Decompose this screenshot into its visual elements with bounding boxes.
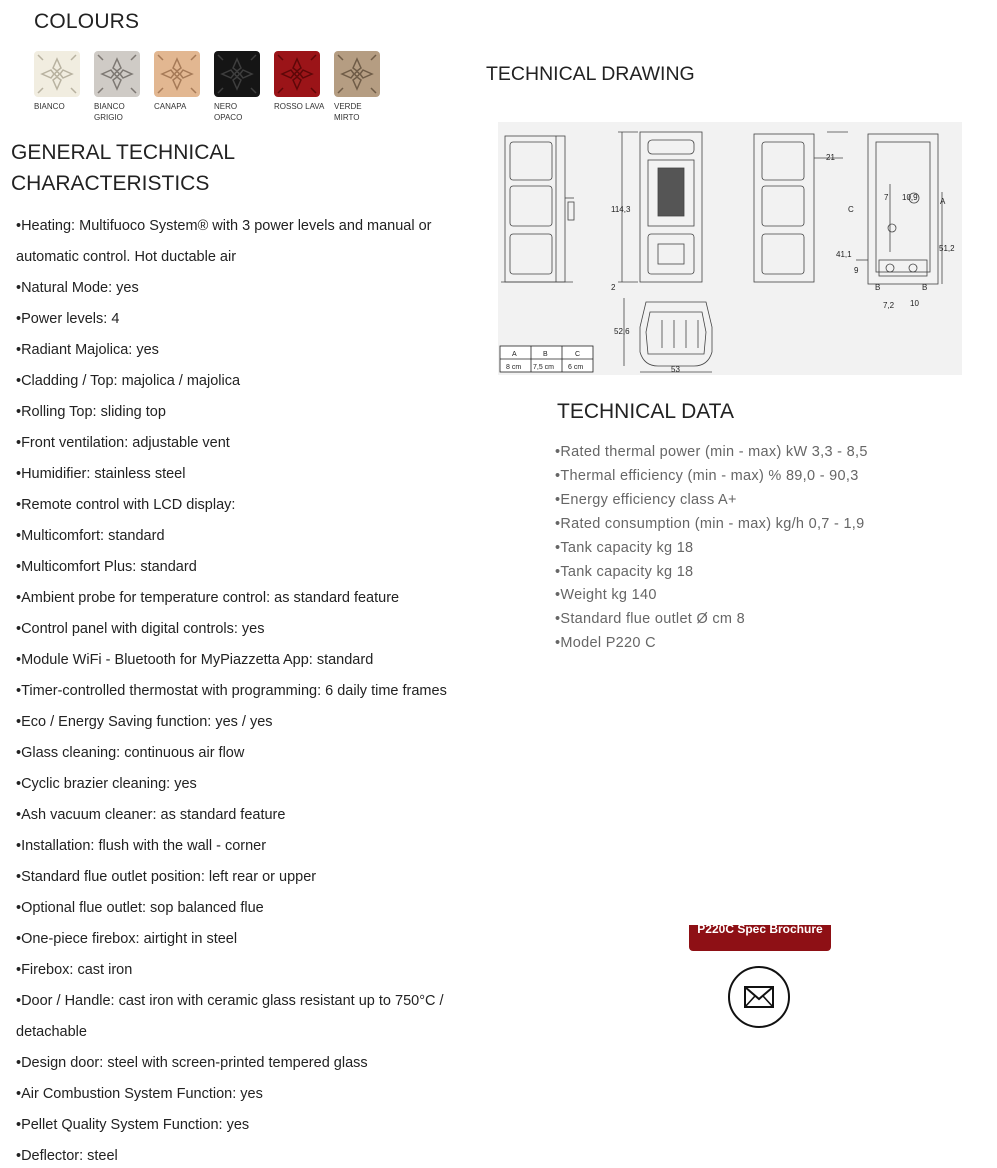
colour-swatch[interactable] <box>334 51 394 123</box>
technical-data-item: •Rated thermal power (min - max) kW 3,3 - 8,5 <box>555 444 868 460</box>
colour-label: NERO OPACO <box>214 102 243 122</box>
spec-item: •Ambient probe for temperature control: as standard feature <box>16 590 400 606</box>
tile-pattern-icon <box>94 51 140 97</box>
drawing-background <box>498 122 962 375</box>
dim-51-2: 51,2 <box>939 244 955 253</box>
general-title-line1: GENERAL TECHNICAL <box>11 141 236 164</box>
technical-data-item: •Thermal efficiency (min - max) % 89,0 - 90,3 <box>555 467 859 484</box>
spec-item: •One-piece firebox: airtight in steel <box>16 931 238 947</box>
spec-item: •Rolling Top: sliding top <box>16 404 166 420</box>
colour-label: VERDE MIRTO <box>334 102 362 122</box>
dimension-table <box>500 346 593 372</box>
spec-item: •Module WiFi - Bluetooth for MyPiazzetta App: standard <box>16 652 374 668</box>
colour-tile <box>94 51 140 97</box>
spec-item: •Front ventilation: adjustable vent <box>16 435 230 451</box>
spec-item: •Control panel with digital controls: yes <box>16 621 265 637</box>
spec-item: •Multicomfort Plus: standard <box>16 559 197 575</box>
technical-data-item: •Rated consumption (min - max) kg/h 0,7 - 1,9 <box>555 515 865 532</box>
technical-data-item: •Model P220 C <box>555 635 656 652</box>
spec-item: •Optional flue outlet: sop balanced flue <box>16 900 264 916</box>
colour-label: BIANCO <box>34 102 65 111</box>
technical-data-item: •Energy efficiency class A+ <box>555 491 737 508</box>
dim-41-1: 41,1 <box>836 250 852 259</box>
colour-label: BIANCO GRIGIO <box>94 102 125 122</box>
table-header-a: A <box>512 351 517 358</box>
colour-tile <box>274 51 320 97</box>
spec-item: •Cyclic brazier cleaning: yes <box>16 776 197 792</box>
dim-top-offset: 21 <box>826 153 835 162</box>
spec-item: •Humidifier: stainless steel <box>16 466 186 482</box>
spec-item: •Glass cleaning: continuous air flow <box>16 745 245 761</box>
colour-tile <box>34 51 80 97</box>
spec-item: •Power levels: 4 <box>16 311 120 327</box>
spec-item: detachable <box>16 1024 87 1040</box>
general-title-line2: CHARACTERISTICS <box>11 172 210 195</box>
dim-10-9: 10,9 <box>902 193 918 202</box>
spec-item: •Cladding / Top: majolica / majolica <box>16 373 241 389</box>
dim-52-6: 52,6 <box>614 327 630 336</box>
spec-item: •Firebox: cast iron <box>16 962 133 978</box>
email-button[interactable] <box>728 966 790 1028</box>
spec-item: •Door / Handle: cast iron with ceramic glass resistant up to 750°C / <box>16 993 444 1009</box>
spec-item: •Eco / Energy Saving function: yes / yes <box>16 714 273 730</box>
tile-pattern-icon <box>334 51 380 97</box>
spec-item: •Remote control with LCD display: <box>16 497 236 513</box>
colour-swatch[interactable] <box>154 51 214 123</box>
technical-data-list <box>555 441 868 656</box>
spec-item: •Natural Mode: yes <box>16 280 139 296</box>
spec-item: •Timer-controlled thermostat with programming: 6 daily time frames <box>16 683 447 699</box>
general-characteristics-title <box>11 137 235 199</box>
spec-item: •Installation: flush with the wall - corner <box>16 838 267 854</box>
dim-10: 10 <box>910 299 919 308</box>
tile-pattern-icon <box>154 51 200 97</box>
spec-item: •Pellet Quality System Function: yes <box>16 1117 250 1133</box>
colour-tile <box>154 51 200 97</box>
dim-7-2: 7,2 <box>883 301 895 310</box>
technical-data-item: •Tank capacity kg 18 <box>555 539 694 556</box>
colour-swatch[interactable] <box>214 51 274 123</box>
colour-label: CANAPA <box>154 102 187 111</box>
table-header-b: B <box>543 351 548 358</box>
table-header-c: C <box>575 351 581 358</box>
technical-data-title: TECHNICAL DATA <box>557 400 734 423</box>
table-value-b: 7,5 cm <box>533 364 555 371</box>
technical-data-item: •Tank capacity kg 18 <box>555 563 694 580</box>
colour-tile <box>334 51 380 97</box>
table-value-a: 8 cm <box>506 364 522 371</box>
table-value-c: 6 cm <box>568 364 584 371</box>
colour-swatch[interactable] <box>274 51 334 123</box>
dim-label-a: A <box>940 197 946 206</box>
tile-pattern-icon <box>274 51 320 97</box>
dim-9: 9 <box>854 266 859 275</box>
tile-pattern-icon <box>214 51 260 97</box>
dim-7: 7 <box>884 193 889 202</box>
spec-item: •Standard flue outlet position: left rear or upper <box>16 869 317 885</box>
spec-item: •Design door: steel with screen-printed tempered glass <box>16 1055 368 1071</box>
spec-item: •Deflector: steel <box>16 1148 118 1164</box>
spec-item: •Heating: Multifuoco System® with 3 power levels and manual or <box>16 218 432 234</box>
technical-drawing <box>498 122 962 375</box>
technical-data-item: •Weight kg 140 <box>555 587 657 604</box>
dim-height: 114,3 <box>611 205 631 214</box>
colour-tile <box>214 51 260 97</box>
dim-label-b-left: B <box>875 283 881 292</box>
spec-item: •Ash vacuum cleaner: as standard feature <box>16 807 286 823</box>
general-characteristics-list <box>16 211 481 1168</box>
spec-brochure-label: P220C Spec Brochure <box>697 925 823 936</box>
envelope-icon <box>744 985 774 1009</box>
spec-item: •Multicomfort: standard <box>16 528 165 544</box>
dim-label-b-right: B <box>922 283 928 292</box>
colour-swatches <box>34 51 394 123</box>
colour-label: ROSSO LAVA <box>274 102 325 111</box>
dim-label-c: C <box>848 205 854 214</box>
dim-53: 53 <box>671 365 680 374</box>
spec-item: automatic control. Hot ductable air <box>16 249 237 265</box>
dim-2: 2 <box>611 283 616 292</box>
colour-swatch[interactable] <box>34 51 94 123</box>
spec-item: •Radiant Majolica: yes <box>16 342 159 358</box>
spec-brochure-button[interactable] <box>689 925 831 951</box>
colours-title: COLOURS <box>34 10 140 33</box>
spec-item: •Air Combustion System Function: yes <box>16 1086 263 1102</box>
tile-pattern-icon <box>34 51 80 97</box>
colour-swatch[interactable] <box>94 51 154 123</box>
technical-data-item: •Standard flue outlet Ø cm 8 <box>555 611 745 628</box>
technical-drawing-title: TECHNICAL DRAWING <box>486 63 695 85</box>
